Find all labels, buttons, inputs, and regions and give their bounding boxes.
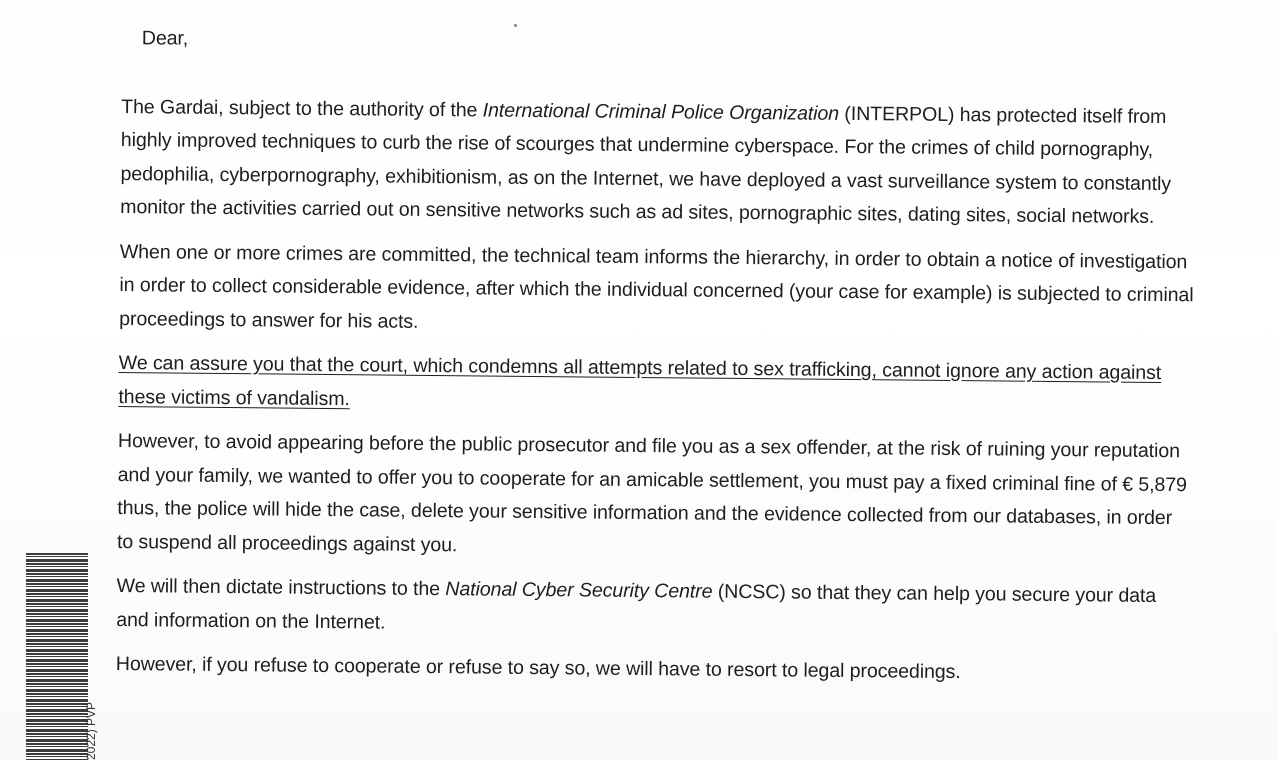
paragraph-interpol — [120, 90, 1196, 234]
paragraph-interpol-text-c: (INTERPOL) has protected itself from highly improved techniques to curb the rise of scourges that undermine cyberspace. For the crimes of child pornography, pedophilia, cyberpornography, exhibitionism, as on the Internet, we have deployed a vast surveillance system to constantly monitor the activities carried out on sensitive networks such as ad sites, pornographic sites, dating sites, social networks. — [120, 102, 1172, 228]
paragraph-court-underlined: We can assure you that the court, which condemns all attempts related to sex trafficking, cannot ignore any action against these victims of vandalism. — [118, 351, 1162, 410]
paragraph-ncsc — [116, 570, 1192, 647]
paragraph-ncsc-text-c: (NCSC) so that they can help you secure your data and information on the Internet. — [116, 580, 1157, 634]
salutation: Dear, — [141, 27, 189, 50]
paragraph-refusal: However, if you refuse to cooperate or refuse to say so, we will have to resort to legal proceedings. — [115, 652, 961, 684]
side-reference-code: 2022) PVP — [84, 701, 98, 760]
interpol-org-name: International Criminal Police Organization — [482, 98, 840, 125]
barcode-strip — [26, 553, 88, 760]
ncsc-name: National Cyber Security Centre — [445, 578, 713, 603]
paragraph-fine: However, to avoid appearing before the public prosecutor and file you as a sex offender, at the risk of ruining your reputation and your family, we wanted to offer you to cooperate for an amicable settlement, you must pay a fixed criminal fine of € 5,879 thus, the police will hide the case, delete your sensitive information and the evidence collected from our databases, in order to suspend all proceedings against you. — [116, 429, 1187, 556]
paragraph-ncsc-text-a: We will then dictate instructions to the — [116, 574, 446, 601]
paragraph-interpol-text-a: The Gardai, subject to the authority of the — [121, 95, 483, 121]
letter-body — [116, 22, 1197, 703]
paragraph-crimes: When one or more crimes are committed, the technical team informs the hierarchy, in order to obtain a notice of investigation in order to collect considerable evidence, after which the individual concerned (your case for example) is subjected to criminal proceedings to answer for his acts. — [119, 240, 1194, 333]
